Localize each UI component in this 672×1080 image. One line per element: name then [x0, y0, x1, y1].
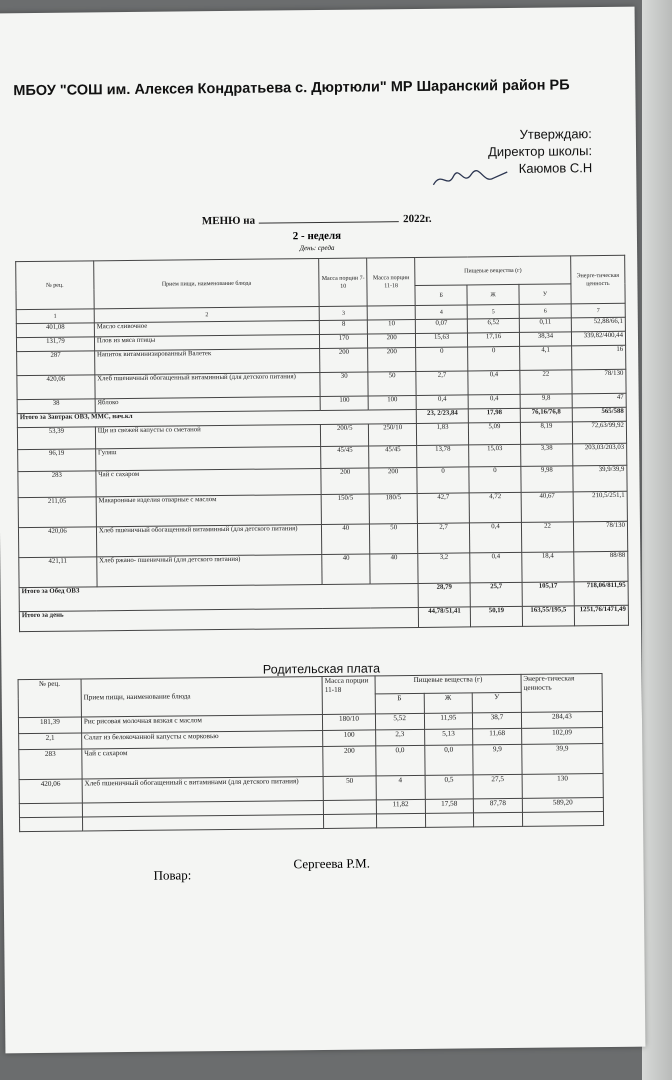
table-cell: 2,7 [418, 523, 470, 554]
total-b: 23, 2/23,84 [416, 409, 468, 424]
parent-fee-title: Родительская плата [262, 661, 381, 677]
approve-line-2: Директор школы: [487, 143, 593, 160]
table-cell: 45/45 [369, 445, 417, 468]
col-zh: Ж [467, 284, 519, 305]
table-cell: 40 [322, 524, 370, 555]
table-cell: 96,19 [18, 449, 96, 472]
table-cell: 13,78 [417, 445, 469, 468]
table-cell: Хлеб пшеничный обогащенный витаминный (для детского питания) [96, 524, 322, 556]
table-cell: 180/5 [369, 493, 417, 524]
breakfast-total-label: Итого за Завтрак ОВЗ, ММС, нач.кл [17, 409, 416, 427]
table-cell: Яблоко [95, 396, 321, 412]
table-cell: 0 [468, 346, 520, 371]
table-cell: 200 [368, 347, 416, 372]
table-cell: 200 [321, 468, 369, 495]
table-cell: 27,5 [473, 774, 522, 799]
table-cell: 5,09 [469, 422, 521, 445]
menu-title-left: МЕНЮ на [201, 214, 256, 228]
table-cell: Щи из свежей капусты со сметаной [95, 424, 321, 448]
parent-total-cell: 87,78 [474, 798, 523, 813]
total-zh: 50,19 [470, 606, 522, 627]
director-signature [431, 166, 511, 191]
table-cell: 30 [320, 372, 368, 397]
table-cell: 0,4 [468, 394, 520, 409]
table-cell: 3,2 [418, 553, 470, 584]
col-b: Б [375, 693, 424, 714]
table-cell: 181,39 [18, 717, 81, 734]
col-b: Б [415, 285, 467, 306]
col-energy: Энерге-тическая ценность [571, 255, 626, 304]
col-name: Прием пищи, наименование блюда [81, 676, 323, 717]
table-cell: 0 [416, 347, 468, 372]
total-energy: 565/588 [572, 407, 626, 422]
index-cell: 4 [415, 305, 467, 320]
total-u: 163,55/195,5 [522, 606, 574, 627]
table-cell: Хлеб пшеничный обогащенный витаминный (для детского питания) [95, 372, 321, 398]
table-cell: 45/45 [321, 446, 369, 469]
col-num: № рец. [16, 261, 94, 310]
main-menu-table [15, 255, 629, 632]
table-cell: 6,52 [467, 318, 519, 333]
table-cell: 203,03/203,03 [573, 443, 627, 466]
table-cell: 16 [572, 345, 626, 370]
table-cell: Макаронные изделия отварные с маслом [96, 494, 322, 526]
table-cell: 283 [19, 749, 82, 780]
index-cell: 2 [94, 306, 320, 322]
table-cell: 421,11 [19, 557, 97, 588]
table-cell: 11,68 [473, 728, 522, 745]
table-cell: 100 [323, 730, 376, 747]
date-blank [259, 221, 399, 223]
school-title: МБОУ "СОШ им. Алексея Кондратьева с. Дюртюли" МР Шаранский район РБ [13, 77, 570, 100]
table-cell: 339,82/400,44 [571, 331, 625, 346]
approve-line-3: Каюмов С.Н [518, 160, 593, 176]
table-cell: 10 [368, 319, 416, 334]
approve-line-1: Утверждаю: [519, 126, 592, 142]
table-cell: 200 [323, 746, 376, 777]
table-cell: 1,83 [417, 423, 469, 446]
table-cell: 420,06 [18, 527, 96, 558]
lunch-rows [17, 421, 628, 587]
table-cell: 8,19 [520, 422, 572, 445]
col-u: У [519, 284, 571, 305]
table-cell: Напиток витаминизированный Валетек [94, 348, 320, 374]
table-cell: 9,9 [473, 744, 522, 775]
index-cell: 1 [16, 309, 94, 324]
col-energy: Энерге-тическая ценность [521, 674, 603, 713]
parent-total-cell: 589,20 [522, 798, 603, 813]
table-cell: 39,9 [522, 744, 603, 775]
table-cell: 38,34 [519, 332, 571, 347]
table-cell: 22 [521, 522, 573, 553]
col-nutrients: Пищевые вещества (г) [375, 674, 521, 694]
table-cell: 130 [522, 774, 603, 799]
table-cell: 0,5 [425, 775, 474, 800]
table-cell: 4,72 [469, 492, 521, 523]
col-nutrients: Пищевые вещества (г) [415, 256, 571, 286]
index-cell: 3 [319, 306, 367, 321]
table-cell: 287 [17, 351, 95, 376]
background-edge [642, 0, 672, 1080]
table-cell: 72,63/99,92 [572, 421, 626, 444]
index-cell [367, 305, 415, 320]
table-cell: 78/130 [572, 369, 626, 394]
table-cell: 0,4 [470, 552, 522, 583]
table-cell: 284,43 [521, 712, 602, 729]
table-cell: 0,4 [470, 522, 522, 553]
table-cell: 39,9/39,9 [573, 465, 627, 492]
breakfast-rows [16, 317, 626, 413]
index-cell: 5 [467, 304, 519, 319]
table-cell: 5,52 [375, 713, 424, 730]
parent-rows [18, 712, 603, 804]
total-zh: 25,7 [470, 582, 522, 607]
table-cell: 47 [572, 393, 626, 408]
table-cell: 3,38 [521, 444, 573, 467]
parent-total-cell: 17,58 [425, 799, 474, 814]
table-cell: 15,63 [416, 333, 468, 348]
total-b: 28,79 [418, 583, 470, 608]
col-u: У [472, 692, 521, 713]
table-cell: 420,06 [17, 375, 95, 400]
table-cell: 420,06 [19, 779, 82, 804]
table-cell: 170 [320, 334, 368, 349]
table-cell: 15,03 [469, 444, 521, 467]
table-cell: 100 [368, 395, 416, 410]
table-cell: 88/88 [574, 551, 628, 582]
table-cell: 8 [320, 320, 368, 335]
table-cell: 40,67 [521, 492, 573, 523]
table-cell: 50 [370, 523, 418, 554]
parent-total-cell [19, 803, 82, 818]
index-cell: 7 [571, 303, 625, 318]
col-mass: Масса порции 11-18 [322, 676, 375, 715]
col-mass2: Масса порции 11-18 [367, 257, 415, 305]
week-label: 2 - неделя [292, 229, 342, 243]
table-cell: 0,07 [415, 319, 467, 334]
total-energy: 1251,76/1471,49 [574, 605, 628, 626]
table-cell: 40 [370, 553, 418, 584]
table-cell: 0,4 [416, 395, 468, 410]
table-cell: 18,4 [522, 552, 574, 583]
table-cell: 150/5 [321, 494, 369, 525]
col-mass1: Масса порции 7-10 [319, 258, 367, 306]
table-cell: 2,7 [416, 371, 468, 396]
table-cell: 2,3 [375, 729, 424, 746]
table-cell: 0,11 [519, 318, 571, 333]
table-cell: 200/5 [321, 424, 369, 447]
table-cell: Хлеб пшеничный обогащенный с витаминами (для детского питания) [82, 776, 324, 803]
index-cell: 6 [519, 304, 571, 319]
table-cell: 53,39 [17, 427, 95, 450]
total-energy: 718,06/811,95 [574, 581, 628, 606]
menu-title-right: 2022г. [403, 212, 432, 226]
cook-name: Сергеева Р.М. [293, 855, 371, 872]
col-zh: Ж [424, 693, 473, 714]
table-cell: 5,13 [424, 729, 473, 746]
table-cell: 102,09 [521, 728, 602, 745]
table-cell: 200 [368, 333, 416, 348]
table-cell: 4 [376, 775, 425, 800]
table-cell: 17,16 [468, 332, 520, 347]
table-cell: 50 [368, 371, 416, 396]
table-cell: Чай с сахаром [82, 746, 324, 779]
total-u: 105,17 [522, 582, 574, 607]
table-cell: 4,1 [520, 346, 572, 371]
table-cell: 131,79 [16, 337, 94, 352]
table-cell: 401,08 [16, 323, 94, 338]
table-cell: 0,4 [468, 370, 520, 395]
col-name: Прием пищи, наименование блюда [93, 258, 319, 308]
table-cell: 11,95 [424, 713, 473, 730]
table-cell: 40 [322, 554, 370, 585]
table-cell: Плов из мяса птицы [94, 334, 320, 350]
table-cell: 210,5/251,1 [573, 491, 627, 522]
parent-fee-table [18, 673, 605, 832]
table-cell: 283 [18, 471, 96, 498]
table-cell: Хлеб ржано- пшеничный (для детского питания) [97, 554, 323, 586]
table-cell: 42,7 [417, 493, 469, 524]
menu-title [0, 211, 637, 230]
table-cell: Салат из белокочанной капусты с морковью [81, 730, 322, 749]
table-cell: 180/10 [323, 714, 376, 731]
table-cell: 0,0 [424, 745, 473, 776]
table-cell: 78/130 [573, 521, 627, 552]
table-cell: 52,88/66,1 [571, 317, 625, 332]
parent-total-cell [323, 800, 376, 815]
table-cell: Масло сливочное [94, 320, 320, 336]
lunch-total-label: Итого за Обед ОВЗ [19, 583, 418, 611]
day-total-label: Итого за день [19, 607, 418, 631]
table-cell: 100 [320, 396, 368, 411]
table-cell: Рис рисовая молочная вязкая с маслом [81, 714, 322, 733]
table-cell: 200 [320, 348, 368, 373]
menu-document [0, 7, 645, 1054]
table-cell: 0 [417, 467, 469, 494]
total-u: 76,16/76,8 [520, 408, 572, 423]
table-cell: Чай с сахаром [96, 468, 322, 496]
parent-total-cell: 11,82 [376, 799, 425, 814]
table-cell: 0 [469, 466, 521, 493]
table-cell: 9,98 [521, 466, 573, 493]
day-label: День: среда [299, 243, 335, 253]
table-cell: 38,7 [473, 712, 522, 729]
table-cell: 50 [323, 776, 376, 801]
table-cell: 200 [369, 467, 417, 494]
table-cell: 38 [17, 399, 95, 414]
table-cell: 250/10 [369, 423, 417, 446]
total-zh: 17,98 [468, 408, 520, 423]
table-cell: 22 [520, 370, 572, 395]
table-cell: Гуляш [95, 446, 321, 470]
col-num: № рец. [18, 679, 81, 718]
table-cell: 0,0 [376, 745, 425, 776]
table-cell: 9,8 [520, 394, 572, 409]
total-b: 44,78/51,41 [418, 607, 470, 628]
table-cell: 211,05 [18, 497, 96, 528]
table-cell: 2,1 [19, 733, 82, 750]
cook-label: Повар: [153, 867, 192, 883]
